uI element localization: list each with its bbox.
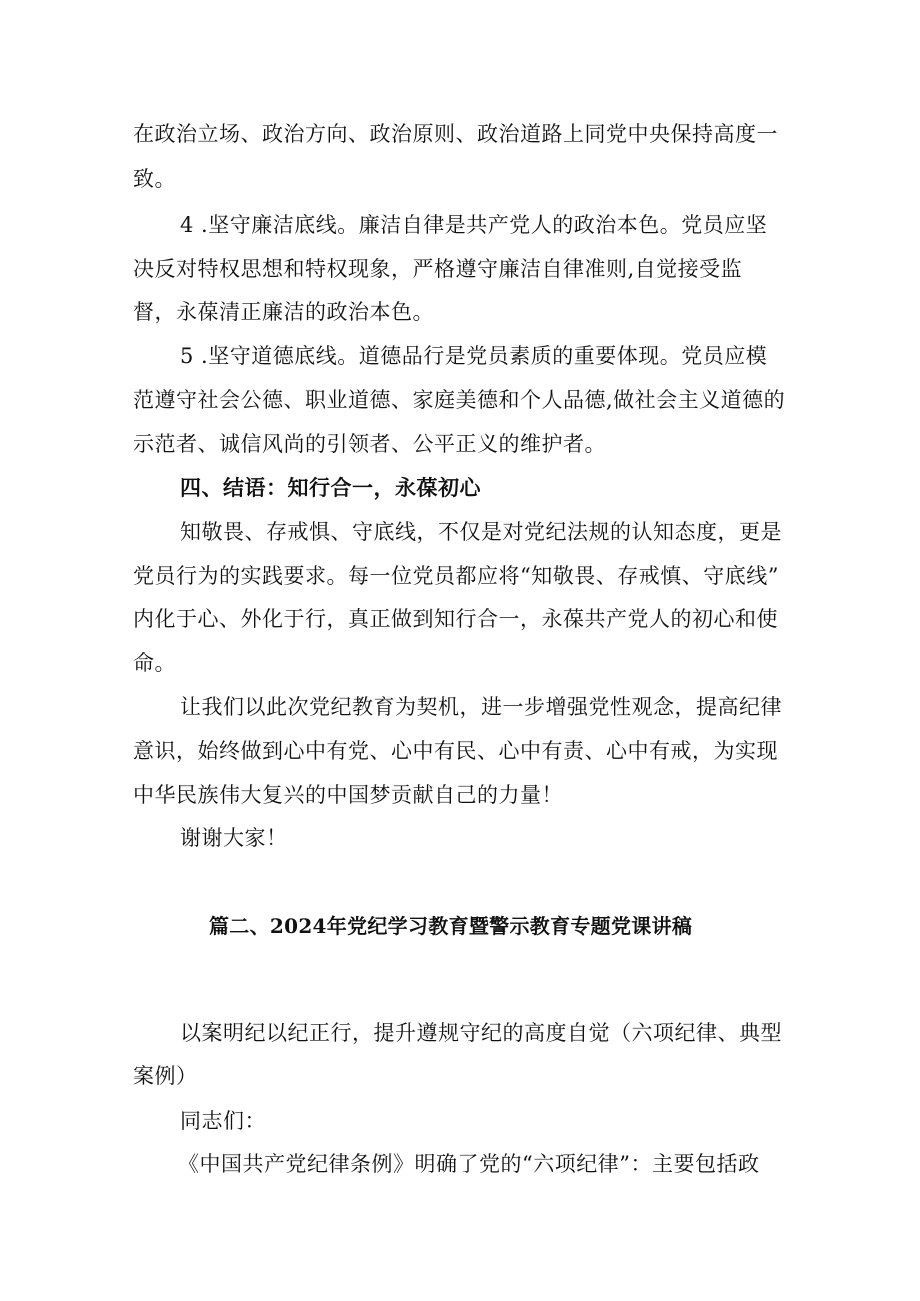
subtitle-line: 案例） (133, 1064, 198, 1088)
subtitle-line: 以案明纪以纪正行，提升遵规守纪的高度自觉（六项纪律、典型 (180, 1021, 782, 1045)
body-text-line: 范遵守社会公德、职业道德、家庭美德和个人品德,做社会主义道德的 (133, 388, 786, 412)
body-text-line: 中华民族伟大复兴的中国梦贡献自己的力量！ (133, 783, 563, 807)
body-text-line: 督，永葆清正廉洁的政治本色。 (133, 300, 434, 324)
body-text-line: 在政治立场、政治方向、政治原则、政治道路上同党中央保持高度一 (133, 122, 778, 146)
body-text-line: 意识，始终做到心中有党、心中有民、心中有责、心中有戒，为实现 (133, 739, 778, 763)
body-text-line: 党员行为的实践要求。每一位党员都应将“知敬畏、存戒慎、守底线” (133, 564, 779, 588)
body-text-line: 示范者、诚信风尚的引领者、公平正义的维护者。 (133, 432, 606, 456)
body-text-line: 决反对特权思想和特权现象，严格遵守廉洁自律准则,自觉接受监 (133, 257, 743, 281)
salutation: 同志们： (180, 1109, 266, 1133)
section-heading: 四、结语：知行合一，永葆初心 (180, 475, 481, 500)
body-text-line: 致。 (133, 167, 176, 191)
body-text-line: 知敬畏、存戒惧、守底线，不仅是对党纪法规的认知态度，更是 (180, 520, 782, 544)
closing-text: 谢谢大家！ (180, 826, 288, 850)
body-text-line: 让我们以此次党纪教育为契机，进一步增强党性观念，提高纪律 (180, 695, 782, 719)
body-text-line: 《中国共产党纪律条例》明确了党的“六项纪律”：主要包括政 (178, 1152, 760, 1176)
numbered-item-line: 4 .坚守廉洁底线。廉洁自律是共产党人的政治本色。党员应坚 (180, 213, 768, 237)
article-title: 篇二、2024年党纪学习教育暨警示教育专题党课讲稿 (209, 914, 693, 938)
numbered-item-line: 5 .坚守道德底线。道德品行是党员素质的重要体现。党员应模 (180, 344, 768, 368)
body-text-line: 内化于心、外化于行，真正做到知行合一，永葆共产党人的初心和使 (133, 607, 778, 631)
body-text-line: 命。 (133, 651, 176, 675)
